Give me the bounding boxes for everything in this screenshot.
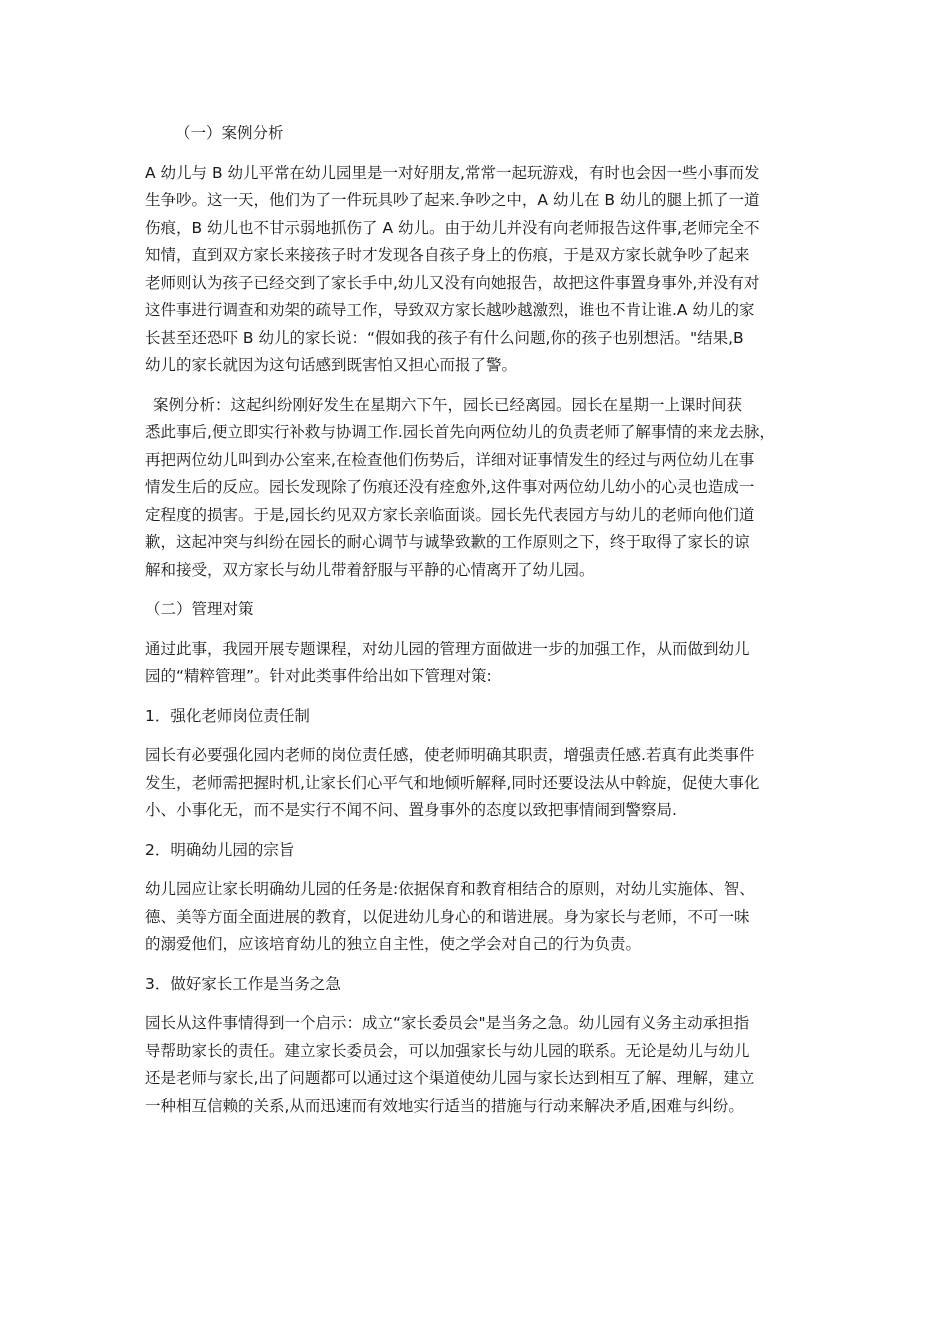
text-line: 老师则认为孩子已经交到了家长手中,幼儿又没有向她报告，故把这件事置身事外,并没有对 (145, 273, 760, 292)
text-line: 知情，直到双方家长来接孩子时才发现各自孩子身上的伤痕，于是双方家长就争吵了起来 (145, 246, 750, 264)
item-paragraph-2 (145, 876, 815, 959)
text-line: 再把两位幼儿叫到办公室来,在检查他们伤势后，详细对证事情发生的经过与两位幼儿在事 (145, 450, 755, 469)
text-line: 伤痕，B 幼儿也不甘示弱地抓伤了 A 幼儿。由于幼儿并没有向老师报告这件事,老师完全不 (145, 218, 760, 237)
text-line: 通过此事，我园开展专题课程，对幼儿园的管理方面做进一步的加强工作，从而做到幼儿 (145, 639, 750, 658)
document-page (145, 120, 815, 1120)
text-line: 生争吵。这一天，他们为了一件玩具吵了起来.争吵之中，A 幼儿在 B 幼儿的腿上抓了一道 (145, 191, 760, 209)
item-heading-1: 1．强化老师岗位责任制 (145, 706, 310, 725)
text-line: 定程度的损害。于是,园长约见双方家长亲临面谈。园长先代表园方与幼儿的老师向他们道 (145, 505, 755, 524)
text-line: 悉此事后,便立即实行补救与协调工作.园长首先向两位幼儿的负责老师了解事情的来龙去脉， (145, 423, 775, 441)
text-line: 德、美等方面全面进展的教育，以促进幼儿身心的和谐进展。身为家长与老师，不可一味 (145, 907, 750, 926)
text-line: 园长从这件事情得到一个启示：成立“家长委员会"是当务之急。幼儿园有义务主动承担指 (145, 1014, 750, 1032)
text-line: 小、小事化无，而不是实行不闻不问、置身事外的态度以致把事情闹到警察局. (145, 801, 677, 819)
text-line: 这件事进行调查和劝架的疏导工作，导致双方家长越吵越激烈，谁也不肯让谁.A 幼儿的家 (145, 301, 755, 319)
text-line: 导帮助家长的责任。建立家长委员会，可以加强家长与幼儿园的联系。无论是幼儿与幼儿 (145, 1041, 750, 1060)
item-heading-3: 3．做好家长工作是当务之急 (145, 974, 341, 993)
text-line: 的溺爱他们，应该培育幼儿的独立自主性，使之学会对自己的行为负责。 (145, 935, 642, 953)
analysis-paragraph (145, 392, 815, 585)
text-line: 园长有必要强化园内老师的岗位责任感，使老师明确其职责，增强责任感.若真有此类事件 (145, 746, 755, 764)
text-line: 长甚至还恐吓 B 幼儿的家长说：“假如我的孩子有什么问题,你的孩子也别想活。"结果,B (145, 328, 744, 347)
text-line: 幼儿的家长就因为这句话感到既害怕又担心而报了警。 (145, 356, 518, 374)
item-paragraph-1 (145, 742, 815, 825)
text-line: A 幼儿与 B 幼儿平常在幼儿园里是一对好朋友,常常一起玩游戏，有时也会因一些小事而发 (145, 163, 760, 182)
text-line: 解和接受，双方家长与幼儿带着舒服与平静的心情离开了幼儿园。 (145, 560, 595, 579)
text-line: 歉，这起冲突与纠纷在园长的耐心调节与诚挚致歉的工作原则之下，终于取得了家长的谅 (145, 533, 750, 551)
section-heading-case-analysis: （一）案例分析 (175, 124, 284, 142)
text-line: 幼儿园应让家长明确幼儿园的任务是:依据保育和教育相结合的原则，对幼儿实施体、智、 (145, 880, 755, 898)
case-paragraph (145, 160, 815, 380)
text-line: 园的“精粹管理”。针对此类事件给出如下管理对策: (145, 667, 492, 685)
item-heading-2: 2．明确幼儿园的宗旨 (145, 840, 295, 859)
intro-paragraph (145, 636, 815, 691)
section-heading-management-measures: （二）管理对策 (145, 600, 254, 618)
text-line: 发生，老师需把握时机,让家长们心平气和地倾听解释,同时还要设法从中斡旋，促使大事化 (145, 773, 760, 792)
item-paragraph-3 (145, 1010, 815, 1120)
text-line: 情发生后的反应。园长发现除了伤痕还没有痊愈外,这件事对两位幼儿幼小的心灵也造成一 (145, 478, 755, 496)
text-line: 案例分析：这起纠纷刚好发生在星期六下午，园长已经离园。园长在星期一上课时间获 (153, 395, 743, 414)
text-line: 一种相互信赖的关系,从而迅速而有效地实行适当的措施与行动来解决矛盾,困难与纠纷。 (145, 1096, 744, 1115)
text-line: 还是老师与家长,出了问题都可以通过这个渠道使幼儿园与家长达到相互了解、理解，建立 (145, 1069, 755, 1087)
